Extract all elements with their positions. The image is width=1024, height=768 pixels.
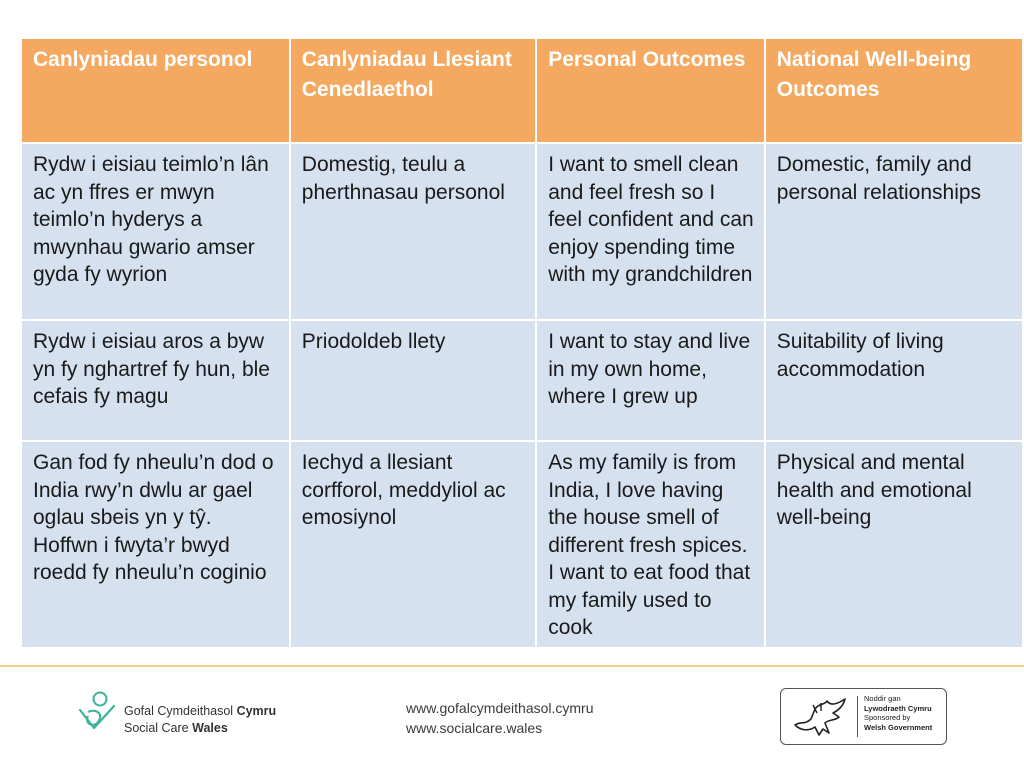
table-cell: Physical and mental health and emotional well-being <box>765 441 1023 648</box>
url-welsh-link[interactable]: www.gofalcymdeithasol.cymru <box>406 700 594 716</box>
footer-divider <box>0 665 1024 667</box>
table-cell: Domestig, teulu a pherthnasau personol <box>290 143 536 320</box>
table-cell: Gan fod fy nheulu’n dod o India rwy’n dwlu ar gael oglau sbeis yn y tŷ. Hoffwn i fwyta’r bwyd roedd fy nheulu’n coginio <box>21 441 290 648</box>
table-cell: I want to stay and live in my own home, where I grew up <box>536 320 765 441</box>
brand-name <box>124 703 276 737</box>
table-cell: Suitability of living accommodation <box>765 320 1023 441</box>
brand-line2-regular: Social Care <box>124 721 189 735</box>
brand-line1-bold: Cymru <box>236 704 277 718</box>
table-cell: As my family is from India, I love having the house smell of different fresh spices. I want to eat food that my family used to cook <box>536 441 765 648</box>
table-cell: Domestic, family and personal relationships <box>765 143 1023 320</box>
url-english-link[interactable]: www.socialcare.wales <box>406 720 543 736</box>
sponsor-text <box>864 694 932 732</box>
footer-urls <box>406 698 594 738</box>
brand-line1-regular: Gofal Cymdeithasol <box>124 704 234 718</box>
sponsor-line1: Noddir gan <box>864 694 901 703</box>
header-row <box>21 38 1023 143</box>
table-cell: Priodoldeb llety <box>290 320 536 441</box>
table-row <box>21 441 1023 648</box>
sponsor-line2: Lywodraeth Cymru <box>864 703 932 713</box>
outcomes-table <box>20 37 1024 649</box>
dragon-icon <box>791 695 853 739</box>
brand-mark-icon <box>74 690 120 738</box>
sponsor-divider <box>857 696 858 737</box>
table-cell: Rydw i eisiau teimlo’n lân ac yn ffres er mwyn teimlo’n hyderys a mwynhau gwario amser gyda fy wyrion <box>21 143 290 320</box>
header-personal-outcomes: Personal Outcomes <box>536 38 765 143</box>
header-canlyniadau-llesiant: Canlyniadau Llesiant Cenedlaethol <box>290 38 536 143</box>
table-row <box>21 320 1023 441</box>
table-cell: I want to smell clean and feel fresh so I feel confident and can enjoy spending time with my grandchildren <box>536 143 765 320</box>
table-cell: Rydw i eisiau aros a byw yn fy nghartref fy hun, ble cefais fy magu <box>21 320 290 441</box>
social-care-wales-logo <box>74 690 304 740</box>
sponsor-line4: Welsh Government <box>864 722 933 732</box>
header-canlyniadau-personol: Canlyniadau personol <box>21 38 290 143</box>
table-cell: Iechyd a llesiant corfforol, meddyliol ac emosiynol <box>290 441 536 648</box>
welsh-government-sponsor-badge <box>780 688 947 745</box>
header-national-outcomes: National Well-being Outcomes <box>765 38 1023 143</box>
table-row <box>21 143 1023 320</box>
sponsor-line3: Sponsored by <box>864 713 911 722</box>
brand-line2-bold: Wales <box>192 721 228 735</box>
